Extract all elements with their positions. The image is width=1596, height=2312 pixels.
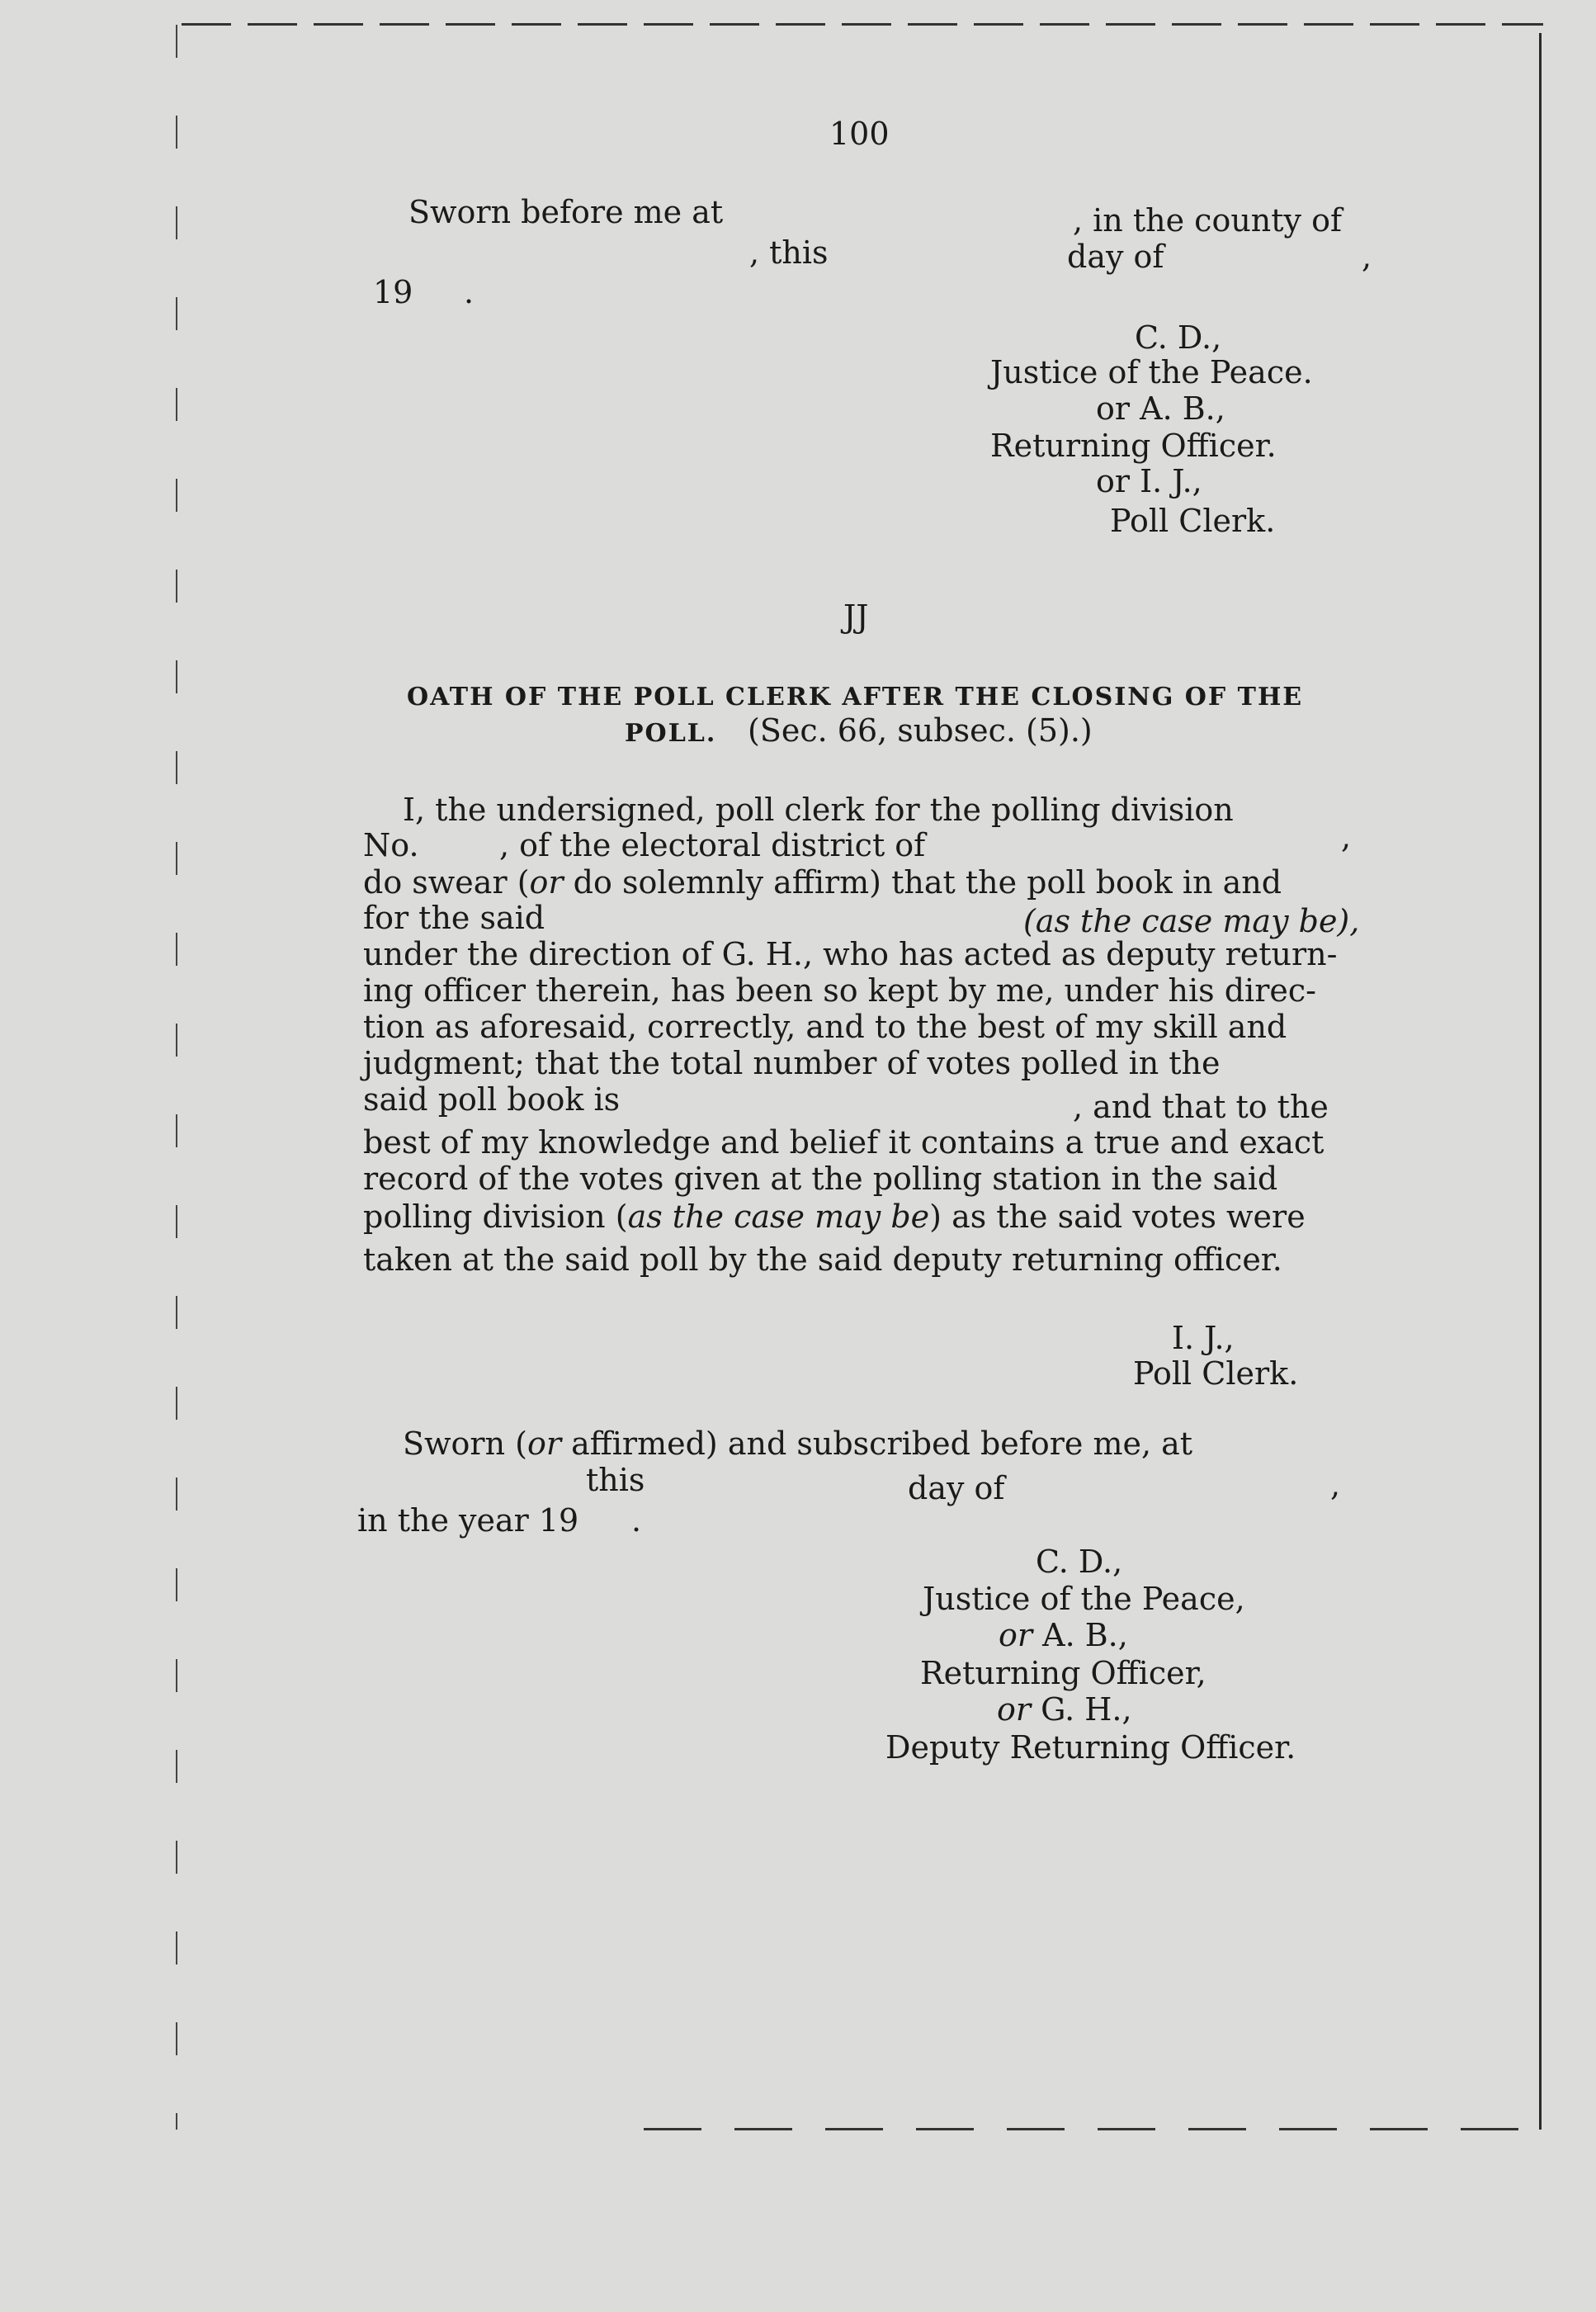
jurat-line-2a: , this — [749, 234, 829, 271]
jurat2-or-ab-text: A. B., — [1032, 1617, 1128, 1653]
signature-cd: C. D., — [1135, 319, 1222, 356]
signature-justice: Justice of the Peace. — [990, 354, 1313, 390]
oath-line-10: best of my knowledge and belief it contains a true and exact — [363, 1124, 1324, 1161]
jurat-line-1b: , in the county of — [1073, 202, 1343, 239]
oath-heading-section: (Sec. 66, subsec. (5).) — [748, 712, 1093, 749]
oath-line-12a: polling division ( — [363, 1199, 628, 1235]
oath-line-8: judgment; that the total number of votes polled in the — [363, 1045, 1221, 1081]
oath-line-12b: ) as the said votes were — [929, 1199, 1306, 1235]
jurat-line-1a: Sworn before me at — [408, 194, 724, 230]
jurat2-line-2b: day of — [908, 1470, 1005, 1506]
jurat-line-3a: 19 — [373, 274, 413, 310]
oath-line-3-em: or — [529, 864, 564, 901]
jurat2-signature-returning-officer: Returning Officer, — [920, 1655, 1206, 1691]
jurat2-signature-cd: C. D., — [1036, 1544, 1123, 1580]
oath-line-2c: , — [1341, 819, 1352, 855]
jurat2-line-2c: , — [1330, 1467, 1341, 1503]
oath-signature-poll-clerk: Poll Clerk. — [1133, 1355, 1299, 1392]
jurat2-line-1 — [403, 1425, 1193, 1462]
page-number: 100 — [829, 116, 890, 152]
oath-line-13: taken at the said poll by the said deputy returning officer. — [363, 1241, 1282, 1278]
oath-line-11: record of the votes given at the polling station in the said — [363, 1161, 1278, 1197]
jurat2-line-1-em: or — [526, 1425, 562, 1462]
jurat2-line-1a: Sworn ( — [403, 1425, 527, 1462]
signature-or-ij: or I. J., — [1096, 463, 1202, 499]
jurat2-or-ab-em: or — [999, 1617, 1033, 1653]
oath-line-4a: for the said — [363, 900, 545, 936]
jurat-line-2c: , — [1362, 239, 1372, 275]
right-border-rule — [1539, 33, 1542, 2130]
oath-line-3a: do swear ( — [363, 864, 530, 901]
jurat2-signature-justice: Justice of the Peace, — [923, 1581, 1245, 1617]
jurat2-signature-deputy: Deputy Returning Officer. — [885, 1729, 1296, 1766]
jurat-line-3b: . — [464, 274, 475, 310]
oath-line-3 — [363, 864, 1282, 901]
jurat2-line-1b: affirmed) and subscribed before me, at — [561, 1425, 1193, 1462]
form-letter: JJ — [843, 598, 869, 635]
oath-line-7: tion as aforesaid, correctly, and to the best of my skill and — [363, 1009, 1287, 1045]
signature-or-ab: or A. B., — [1096, 390, 1225, 427]
jurat2-line-3b: . — [631, 1502, 642, 1539]
top-border-rule — [182, 23, 1543, 26]
jurat2-or-gh-text: G. H., — [1031, 1691, 1132, 1728]
jurat2-line-2a: this — [586, 1462, 645, 1498]
oath-line-9b: , and that to the — [1073, 1089, 1329, 1125]
oath-line-4-em-text: (as the case may be), — [1023, 903, 1360, 939]
jurat2-line-3a: in the year 19 — [357, 1502, 579, 1539]
oath-line-12-em: as the case may be — [627, 1199, 930, 1235]
jurat2-signature-or-ab — [999, 1619, 1128, 1651]
oath-signature-ij: I. J., — [1172, 1320, 1235, 1356]
left-border-rule — [176, 25, 177, 2130]
oath-line-4-em — [1023, 905, 1359, 937]
oath-line-1: I, the undersigned, poll clerk for the polling division — [403, 792, 1234, 828]
oath-heading-poll: POLL. — [625, 719, 717, 748]
signature-returning-officer: Returning Officer. — [990, 428, 1277, 464]
oath-heading-line-1: OATH OF THE POLL CLERK AFTER THE CLOSING OF THE — [407, 683, 1304, 712]
oath-line-12 — [363, 1199, 1306, 1235]
bottom-border-rule — [644, 2128, 1543, 2130]
oath-line-2b: , of the electoral district of — [499, 827, 926, 863]
jurat2-signature-or-gh — [997, 1691, 1132, 1728]
oath-line-5: under the direction of G. H., who has acted as deputy return- — [363, 936, 1338, 972]
signature-poll-clerk: Poll Clerk. — [1110, 503, 1276, 539]
oath-line-3b: do solemnly affirm) that the poll book in and — [563, 864, 1282, 901]
oath-line-9a: said poll book is — [363, 1081, 621, 1118]
jurat-line-2b: day of — [1067, 239, 1164, 275]
jurat2-or-gh-em: or — [997, 1691, 1032, 1728]
oath-line-6: ing officer therein, has been so kept by me, under his direc- — [363, 972, 1316, 1009]
oath-line-2a: No. — [363, 827, 419, 863]
